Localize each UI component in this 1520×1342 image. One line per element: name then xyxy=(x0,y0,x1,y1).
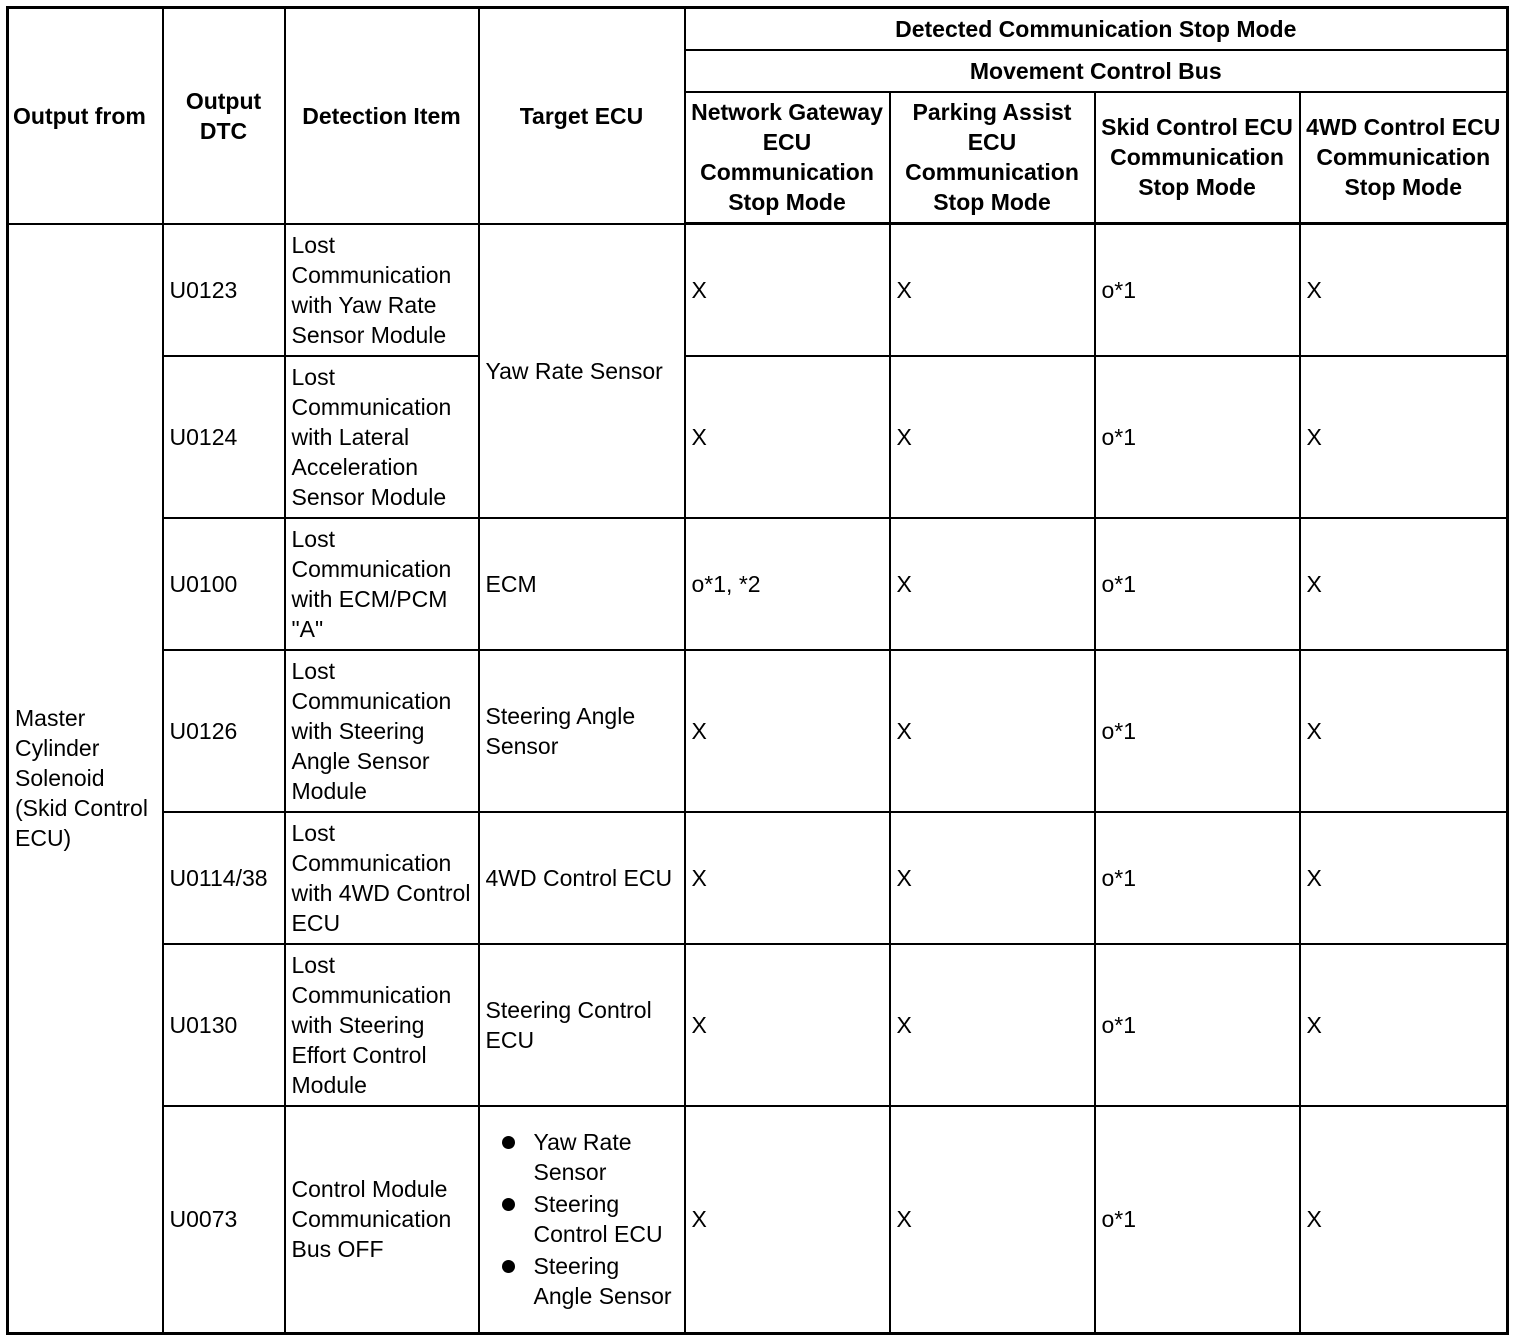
parking-mode-cell: X xyxy=(890,812,1095,944)
target-ecu-cell: Steering Angle Sensor xyxy=(479,650,685,812)
header-network-gateway: Network Gateway ECU Communication Stop Mode xyxy=(685,92,890,224)
table-row xyxy=(8,518,1508,650)
parking-mode-cell: X xyxy=(890,224,1095,356)
detection-item-cell: Lost Communication with Lateral Acceleration Sensor Module xyxy=(285,356,479,518)
dtc-cell: U0100 xyxy=(163,518,285,650)
fourwd-mode-cell: X xyxy=(1300,224,1508,356)
skid-mode-cell: o*1 xyxy=(1095,650,1300,812)
table-row xyxy=(8,944,1508,1106)
target-ecu-list-cell xyxy=(479,1106,685,1334)
header-skid-control: Skid Control ECU Communication Stop Mode xyxy=(1095,92,1300,224)
parking-mode-cell: X xyxy=(890,1106,1095,1334)
parking-mode-cell: X xyxy=(890,650,1095,812)
list-item: Steering Angle Sensor xyxy=(502,1251,680,1311)
skid-mode-cell: o*1 xyxy=(1095,224,1300,356)
header-bus: Movement Control Bus xyxy=(685,50,1508,92)
header-parking-assist: Parking Assist ECU Communication Stop Mode xyxy=(890,92,1095,224)
target-ecu-cell: Yaw Rate Sensor xyxy=(479,224,685,518)
network-mode-cell: X xyxy=(685,812,890,944)
dtc-cell: U0124 xyxy=(163,356,285,518)
dtc-cell: U0126 xyxy=(163,650,285,812)
parking-mode-cell: X xyxy=(890,356,1095,518)
fourwd-mode-cell: X xyxy=(1300,812,1508,944)
table-row xyxy=(8,812,1508,944)
target-ecu-cell: 4WD Control ECU xyxy=(479,812,685,944)
header-output-from: Output from xyxy=(8,8,163,224)
table-row xyxy=(8,224,1508,356)
header-output-dtc: Output DTC xyxy=(163,8,285,224)
dtc-cell: U0123 xyxy=(163,224,285,356)
detection-item-cell: Lost Communication with Steering Effort Control Module xyxy=(285,944,479,1106)
fourwd-mode-cell: X xyxy=(1300,944,1508,1106)
communication-stop-mode-table xyxy=(6,6,1509,1335)
bullet-icon xyxy=(502,1136,515,1149)
header-detection-item: Detection Item xyxy=(285,8,479,224)
header-4wd-control: 4WD Control ECU Communication Stop Mode xyxy=(1300,92,1508,224)
target-ecu-list xyxy=(484,1127,680,1311)
parking-mode-cell: X xyxy=(890,518,1095,650)
dtc-cell: U0130 xyxy=(163,944,285,1106)
bullet-icon xyxy=(502,1260,515,1273)
skid-mode-cell: o*1 xyxy=(1095,518,1300,650)
fourwd-mode-cell: X xyxy=(1300,1106,1508,1334)
network-mode-cell: X xyxy=(685,944,890,1106)
skid-mode-cell: o*1 xyxy=(1095,1106,1300,1334)
fourwd-mode-cell: X xyxy=(1300,518,1508,650)
bullet-icon xyxy=(502,1198,515,1211)
detection-item-cell: Lost Communication with Yaw Rate Sensor Module xyxy=(285,224,479,356)
table-row xyxy=(8,1106,1508,1334)
diagnostic-table-container xyxy=(6,6,1509,1335)
skid-mode-cell: o*1 xyxy=(1095,944,1300,1106)
parking-mode-cell: X xyxy=(890,944,1095,1106)
header-detected-mode: Detected Communication Stop Mode xyxy=(685,8,1508,50)
detection-item-cell: Lost Communication with 4WD Control ECU xyxy=(285,812,479,944)
header-target-ecu: Target ECU xyxy=(479,8,685,224)
target-ecu-cell: Steering Control ECU xyxy=(479,944,685,1106)
table-row xyxy=(8,356,1508,518)
network-mode-cell: X xyxy=(685,224,890,356)
detection-item-cell: Lost Communication with Steering Angle Sensor Module xyxy=(285,650,479,812)
detection-item-cell: Lost Communication with ECM/PCM "A" xyxy=(285,518,479,650)
list-item: Yaw Rate Sensor xyxy=(502,1127,680,1187)
network-mode-cell: X xyxy=(685,650,890,812)
skid-mode-cell: o*1 xyxy=(1095,356,1300,518)
network-mode-cell: o*1, *2 xyxy=(685,518,890,650)
fourwd-mode-cell: X xyxy=(1300,650,1508,812)
target-ecu-cell: ECM xyxy=(479,518,685,650)
list-item: Steering Control ECU xyxy=(502,1189,680,1249)
dtc-cell: U0114/38 xyxy=(163,812,285,944)
network-mode-cell: X xyxy=(685,1106,890,1334)
output-from-cell: Master Cylinder Solenoid (Skid Control ECU) xyxy=(8,224,163,1334)
table-row xyxy=(8,650,1508,812)
detection-item-cell: Control Module Communication Bus OFF xyxy=(285,1106,479,1334)
skid-mode-cell: o*1 xyxy=(1095,812,1300,944)
dtc-cell: U0073 xyxy=(163,1106,285,1334)
network-mode-cell: X xyxy=(685,356,890,518)
fourwd-mode-cell: X xyxy=(1300,356,1508,518)
